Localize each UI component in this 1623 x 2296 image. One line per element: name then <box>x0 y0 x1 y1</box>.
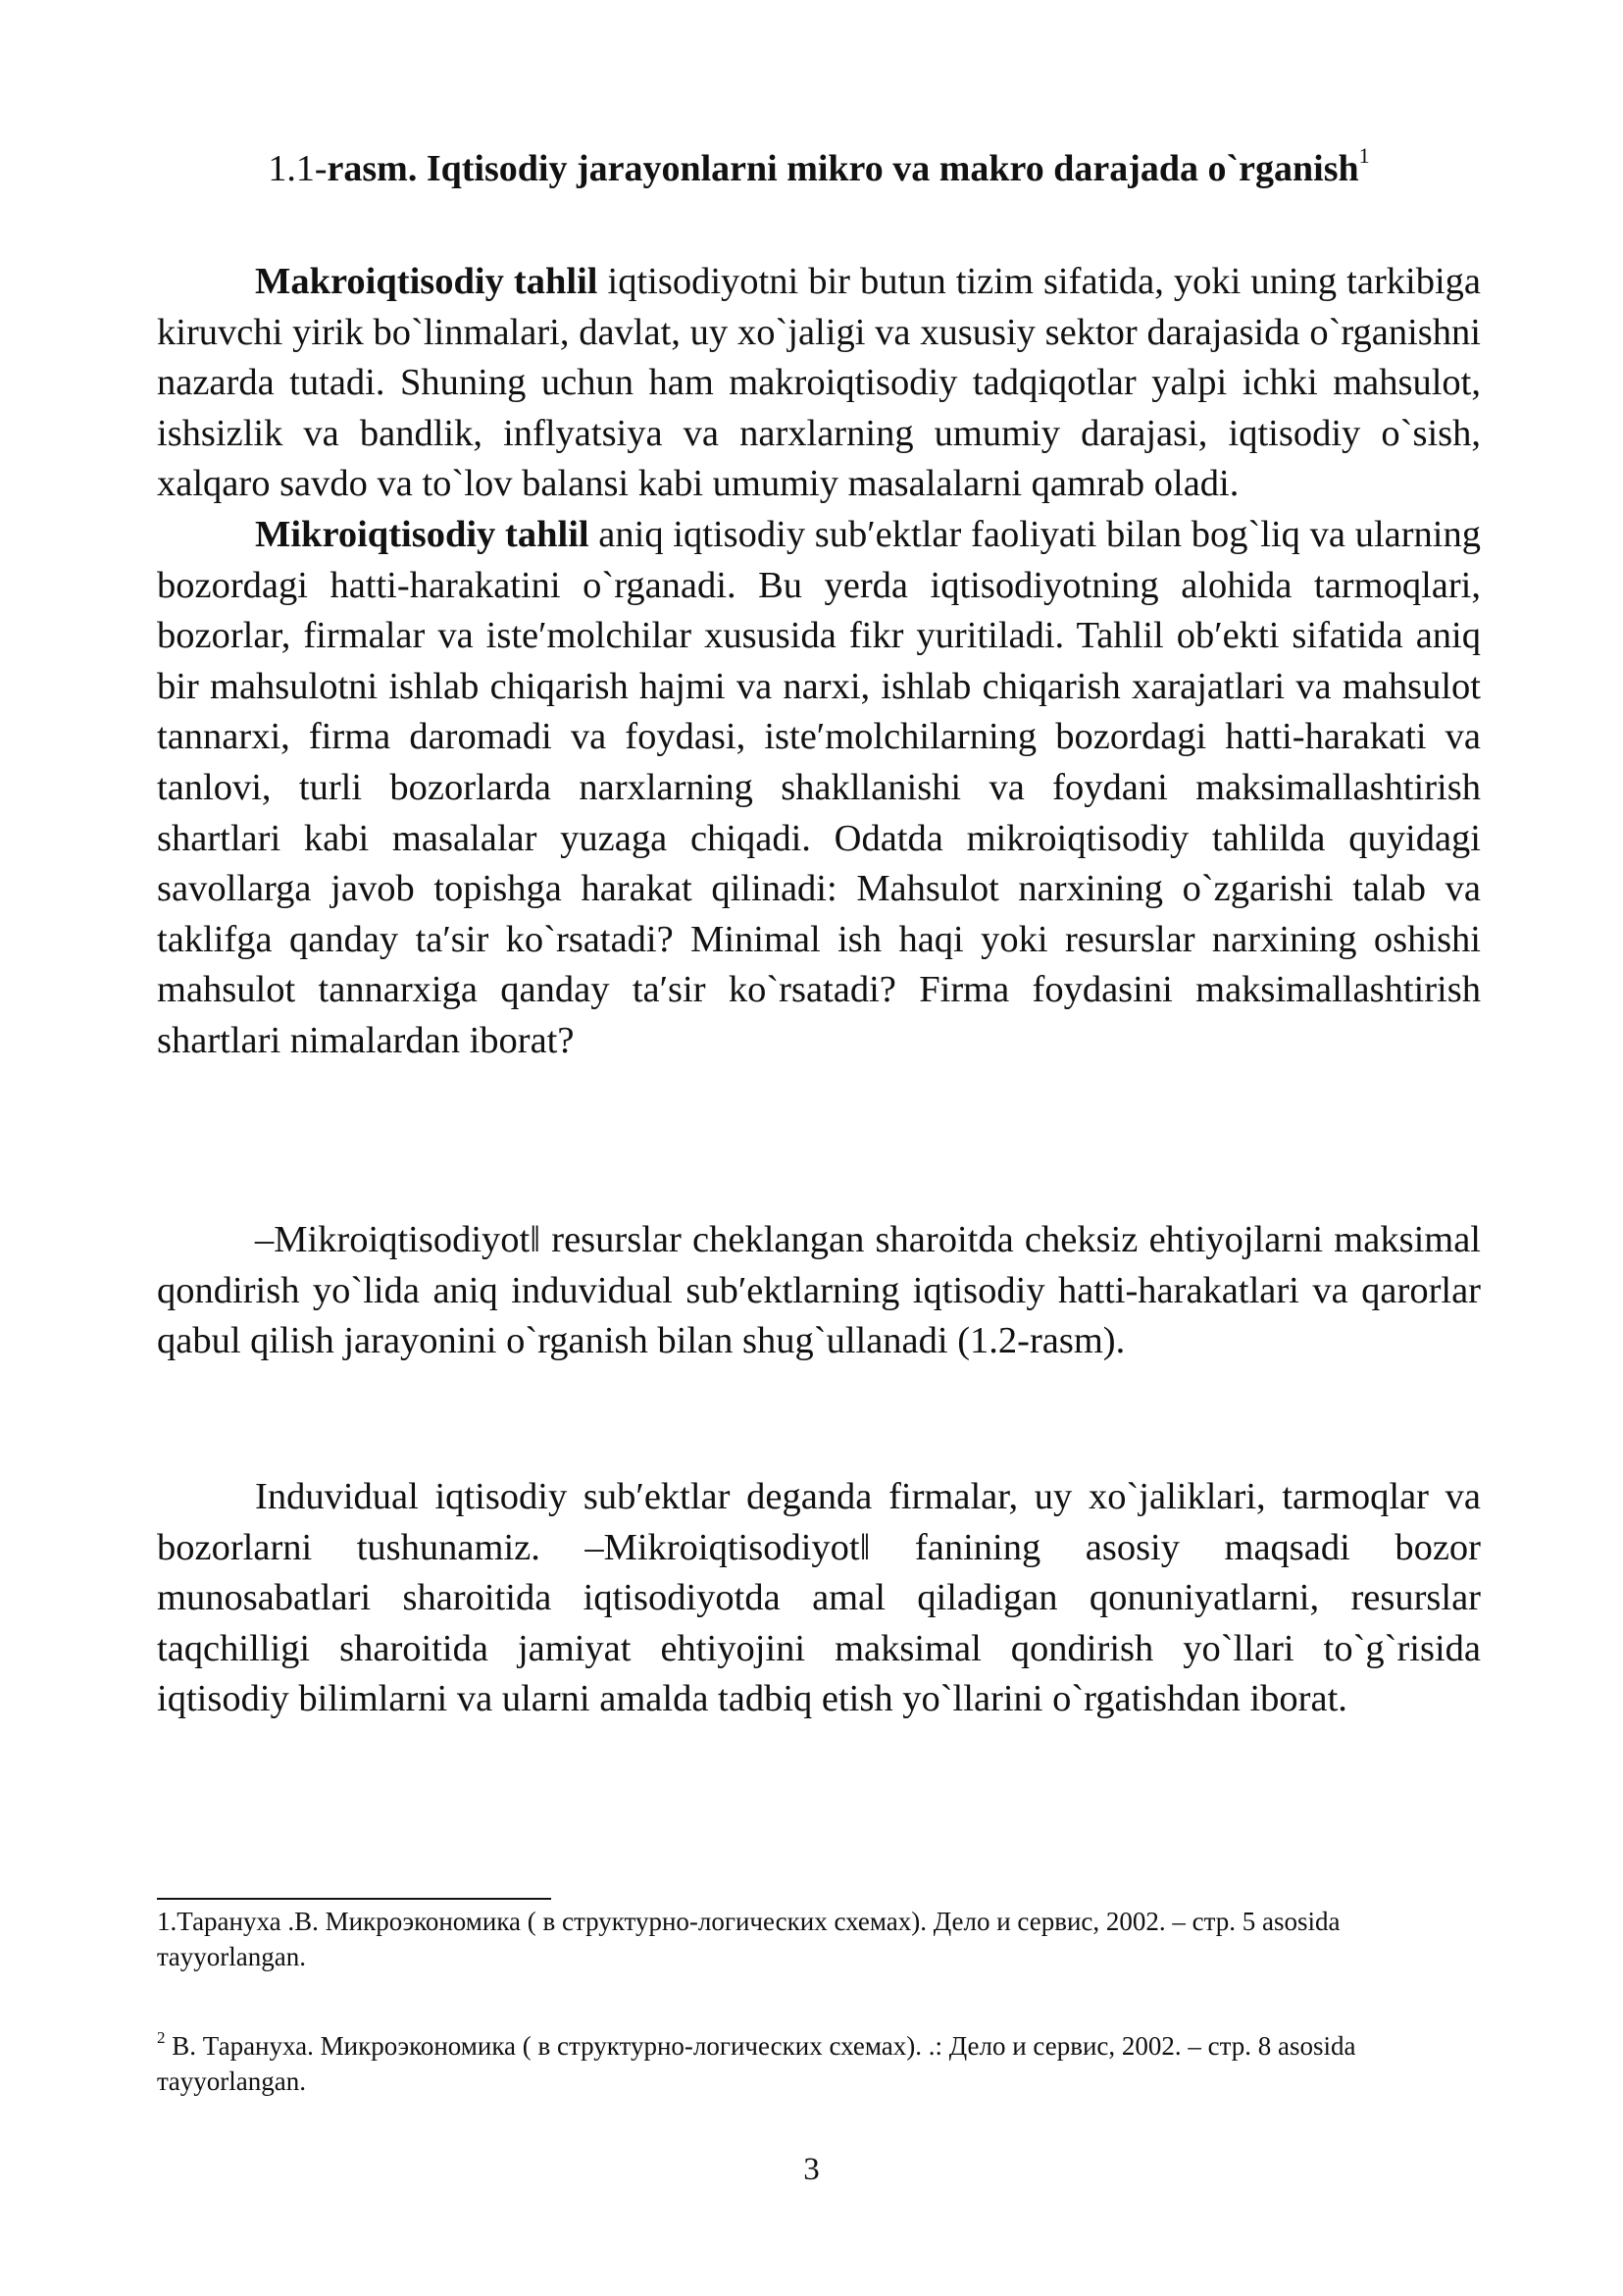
caption-number: 1.1- <box>268 148 328 189</box>
paragraph-macro-text: iqtisodiyotni bir butun tizim sifatida, yoki uning tarkibiga kiruvchi yirik bo`linmalari, davlat, uy xo`jaligi va xususiy sektor darajasida o`rganishni nazarda tutadi. Shuning uchun ham makroiqtisodiy tadqiqotlar yalpi ichki mahsulot, ishsizlik va bandlik, inflyatsiya va narxlarning umumiy darajasi, iqtisodiy o`sish, xalqaro savdo va to`lov balansi kabi umumiy masalalarni qamrab oladi. <box>157 261 1481 505</box>
footnote-divider <box>157 1898 551 1900</box>
paragraph-individual-subjects: Induvidual iqtisodiy sub′ektlar deganda firmalar, uy xo`jaliklari, tarmoqlar va bozorlarni tushunamiz. ‒Mikroiqtisodiyot‖ fanining asosiy maqsadi bozor munosabatlari sharoitida iqtisodiyotda amal qiladigan qonuniyatlarni, resurslar taqchilligi sharoitida jamiyat ehtiyojini maksimal qondirish yo`llari to`g`risida iqtisodiy bilimlarni va ularni amalda tadbiq etish yo`llarini o`rgatishdan iborat. <box>157 1476 1481 1720</box>
caption-footnote-ref: 1 <box>1358 143 1370 168</box>
body-section-analysis <box>157 257 1481 1067</box>
footnote-2 <box>157 2028 1481 2099</box>
body-section-microeconomics <box>157 1215 1481 1367</box>
body-section-individual-subjects <box>157 1472 1481 1725</box>
paragraph-micro-text: aniq iqtisodiy sub′ektlar faoliyati bilan bog`liq va ularning bozordagi hatti-harakatini o`rganadi. Bu yerda iqtisodiyotning alohida tarmoqlari, bozorlar, firmalar va iste′molchilar xususida fikr yuritiladi. Tahlil ob′ekti sifatida aniq bir mahsulotni ishlab chiqarish hajmi va narxi, ishlab chiqarish xarajatlari va mahsulot tannarxi, firma daromadi va foydasi, iste′molchilarning bozordagi hatti-harakati va tanlovi, turli bozorlarda narxlarning shakllanishi va foydani maksimallashtirish shartlari kabi masalalar yuzaga chiqadi. Odatda mikroiqtisodiy tahlilda quyidagi savollarga javob topishga harakat qilinadi: Mahsulot narxining o`zgarishi talab va taklifga qanday ta′sir ko`rsatadi? Minimal ish haqi yoki resurslar narxining oshishi mahsulot tannarxiga qanday ta′sir ko`rsatadi? Firma foydasini maksimallashtirish shartlari nimalardan iborat? <box>157 513 1481 1061</box>
footnote-1: 1.Тарануха .В. Микроэкономика ( в структурно-логических схемах). Дело и сервис, 2002. – стр. 5 asosida тayyorlangan. <box>157 1907 1341 1971</box>
caption-title: rasm. Iqtisodiy jarayonlarni mikro va makro darajada o`rganish <box>327 148 1359 189</box>
figure-caption <box>157 145 1481 192</box>
paragraph-micro-analysis <box>157 510 1481 1067</box>
paragraph-macro-analysis <box>157 257 1481 510</box>
page-number: 3 <box>803 2152 820 2187</box>
paragraph-microeconomics-definition: ‒Mikroiqtisodiyot‖ resurslar cheklangan sharoitda cheksiz ehtiyojlarni maksimal qondirish yo`lida aniq induvidual sub′ektlarning iqtisodiy hatti-harakatlari va qarorlar qabul qilish jarayonini o`rganish bilan shug`ullanadi (1.2-rasm). <box>157 1219 1481 1362</box>
term-macro-analysis: Makroiqtisodiy tahlil <box>255 261 598 302</box>
footnote-2-mark: 2 <box>157 2028 166 2047</box>
footnote-2-text: В. Тарануха. Микроэкономика ( в структурно-логических схемах). .: Дело и сервис, 2002. – стр. 8 asosida тayyorlangan. <box>157 2031 1356 2096</box>
term-micro-analysis: Mikroiqtisodiy tahlil <box>255 513 589 555</box>
